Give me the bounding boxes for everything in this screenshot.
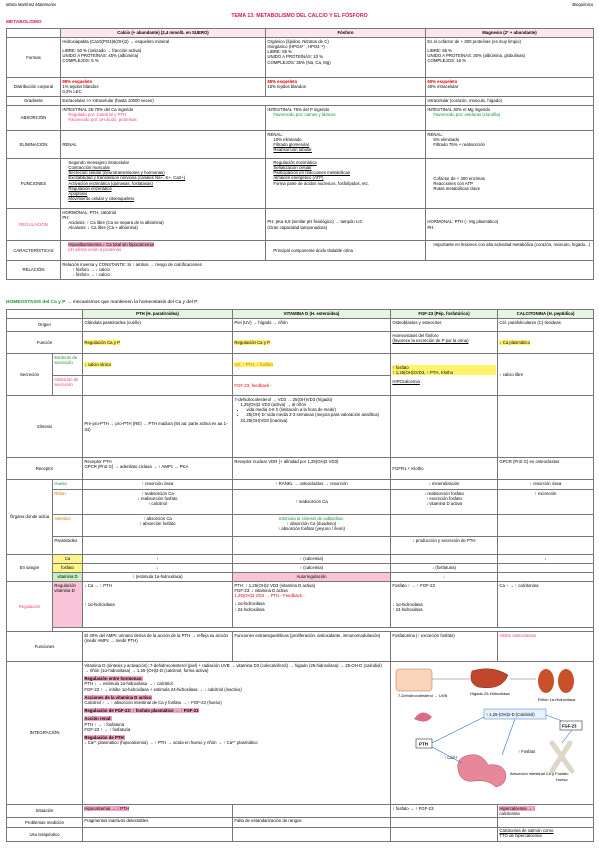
text: FGF-23, feedback - xyxy=(234,382,272,388)
vd-hueso: ↑ RANKL → osteoclastos → resorción xyxy=(233,480,391,490)
mg-reg xyxy=(426,209,594,241)
text-line: 0,2% LEC xyxy=(62,89,82,95)
text-line: UNIDO A PROTEÍNAS: 30% (albúmina, globulinas) xyxy=(427,53,526,59)
text-line: ↓ reabsorción fosfato xyxy=(137,495,178,501)
vd-sangre-ca: ↑ (calcemia) xyxy=(233,555,391,564)
calcium-regulation-diagram xyxy=(392,663,590,803)
vd-sintesis xyxy=(233,396,391,458)
row-origen: Origen xyxy=(7,319,83,332)
ca-elim: RENAL xyxy=(61,131,266,159)
row-situacion: Situación xyxy=(7,805,83,818)
text-line: Inorgánico (HPO4²⁻, HPO4⁻²) xyxy=(267,43,325,49)
ct-rinon: ↑ excreción xyxy=(498,490,594,515)
sangre-fosfato-label: fosfato xyxy=(53,564,83,573)
p-func xyxy=(266,159,426,209)
row-eliminacion: ELIMINACIÓN xyxy=(7,131,61,159)
intestino-label: Intestino xyxy=(53,515,83,537)
ct-origen: Cél. parafoliculares (C) tiroideas xyxy=(498,319,594,332)
text-line: FGF-23 ↑ → ↑ fosfaturia xyxy=(84,726,131,732)
bullet: • Cofactor de + 300 enzimas xyxy=(433,176,591,181)
ca-reg xyxy=(61,209,266,241)
p-reg xyxy=(266,209,426,241)
bullet: • Favorecido por: verduras (clorofila) xyxy=(433,112,591,117)
fgf-sangre-vd: ↓ xyxy=(391,573,498,582)
row-regulacion: REGULACIÓN xyxy=(7,209,61,241)
text-line: TTO de hipercalcemia xyxy=(499,833,542,839)
row-gradiente: Gradiente xyxy=(7,97,61,106)
mg-gradiente: Intracelular (corazón, músculo, hígado) xyxy=(426,97,594,106)
bullet: • Activación enzimática (quinasas, fosfatasas) xyxy=(68,181,263,186)
fgf-sintesis xyxy=(391,396,498,458)
pth-sangre-vd: ↑ (estimula 1α-hidroxilasa) xyxy=(83,573,233,582)
pth-inhibicion xyxy=(83,376,233,396)
bullet: • Movimiento celular y citoesqueleto xyxy=(68,196,263,201)
fgf-hueso: ↓ mineralización xyxy=(391,480,498,490)
text-line: Fosfato ↑ → ↑ FGF-23 xyxy=(392,582,435,588)
bullet: • 24,25(OH)VD3 (inactiva) xyxy=(240,418,388,423)
text-line: FGF-23 ↑ → inhibe 1α-hidroxilasa + estimula 24-hidroxilasa → ↓ calcitriol (inactivo) xyxy=(84,686,242,692)
pth-estimulo xyxy=(83,354,233,376)
highlighted-text: Regulación Ca y P xyxy=(84,339,120,345)
highlighted-text: ↓ calcio iónico xyxy=(84,361,112,367)
bullet: • Regulado por: Calcitriol y PTH xyxy=(68,112,263,117)
sangre-vitd-label: vitamina D xyxy=(53,573,83,582)
integracion-diagram xyxy=(391,662,594,805)
pth-sintesis: Pre-pro-PTH → pro-PTH (RE) → PTH madura (84 aa: parte activa es aa 1-34) xyxy=(83,396,233,458)
mg-dist xyxy=(426,78,594,97)
text-line: PH: pKa 6,8 (similar pH fisiológico) → tampón LIC xyxy=(267,219,363,225)
text-line: 85% esqueleto xyxy=(267,78,298,84)
text-line: PH: xyxy=(427,224,435,230)
row-sangre: En sangre xyxy=(7,555,53,582)
text-line: ↓ Ca²⁺ plasmático (hipocalcemia) → ↑ PTH → actúa en hueso y riñón → ↑ Ca²⁺ plasmático xyxy=(84,740,258,746)
ct-estimulo: ↑ calcio libre xyxy=(498,354,594,396)
text-line: LIBRE: 65 % xyxy=(427,47,452,53)
phosphate-label: ↑ Fosfato xyxy=(518,749,536,754)
pth-sangre-p: ↓ xyxy=(83,564,233,573)
text-line: UNIDO A PROTEÍNAS: 45% (albúmina) xyxy=(62,53,139,59)
bullet: • Almacén energético (ATP) xyxy=(273,175,423,180)
bullet: • Rutas metabólicas clave xyxy=(433,186,591,191)
bullet: • Apoptosis xyxy=(68,191,263,196)
ct-sangre-ca: ↓ xyxy=(498,555,594,564)
pth-uso xyxy=(83,827,233,841)
ct-receptor: GPCR (Prot G) en osteoclastos xyxy=(498,458,594,480)
inhibicion-label: Inhibición de secreción xyxy=(53,376,83,396)
bone-icon xyxy=(552,743,572,771)
skin-shape xyxy=(396,669,432,691)
section-title-metabolismo: METABOLISMO xyxy=(6,20,42,25)
row-funciones: FUNCIONES xyxy=(7,159,61,209)
relacion-text xyxy=(61,261,594,280)
regulacion-vitd-label: Regulación vitamina D xyxy=(53,582,83,628)
text-line: LIBRE: 55 % xyxy=(267,49,292,55)
text-line: ↑ 24-hidroxilasa xyxy=(234,606,265,612)
text-line: UNIDO A PROTEÍNAS: 10 % xyxy=(267,54,324,60)
vd-situacion xyxy=(233,805,391,818)
bullet: • Filtrado 75% + reabsorción xyxy=(433,142,591,147)
liver-label: Hígado 25-Hidroxilasa xyxy=(470,691,510,696)
text-line: 60% esqueleto xyxy=(427,78,458,84)
pth-para xyxy=(83,537,233,555)
bullet: • Alcalosis: ↓ Ca libre (Ca + albúmina) xyxy=(68,225,263,230)
ct-problemas xyxy=(498,817,594,827)
text-line: Hidroxiapatita (Ca10(PO4)6(OH)2) → esqueleto mineral xyxy=(62,38,170,44)
text-line: PTH ↑ → ↑ fosfaturia xyxy=(84,721,125,727)
text-line: INTESTINAL 30% el Mg ingerido xyxy=(427,106,491,112)
highlighted-text: Regulación de FGF-23: ↑ fosfato plasmático → ↑ FGF-23 xyxy=(84,708,199,714)
col-magnesio: Magnesio (2º + abundante) xyxy=(426,29,594,38)
highlighted-text: ↓ Ca plasmático xyxy=(499,339,530,345)
fgf-origen: Osteoblastos y osteocitos xyxy=(391,319,498,332)
text-line: calcitonina xyxy=(499,810,520,816)
highlighted-text: Hipercalcemia → ↑ xyxy=(499,805,536,811)
estimulo-label: Estímulo de secreción xyxy=(53,354,83,376)
highlighted-text: Hipocalcemia → ↑ PTH xyxy=(84,805,129,811)
text-line: GPCR (Prot G) → adenilato ciclasa → ↑ AMPc → PKA xyxy=(84,463,189,469)
bullet: • Excitabilidad y transmisión nerviosa (canales Na+, K+, Ca2+) xyxy=(68,175,263,180)
pth-origen: Glándula paratiroidea (cuello) xyxy=(83,319,233,332)
ct-sangre-vd xyxy=(498,573,594,582)
bullet: • Principal componente ácido titulable orina xyxy=(273,248,423,253)
ct-hueso: ↓ resorción ósea xyxy=(498,480,594,490)
text-line: ↑ 24-hidroxilasa xyxy=(392,607,423,613)
mg-func xyxy=(426,159,594,209)
text-line: → riñón (1α-hidroxilasa) → 1,25-(OH)2-D (calcitriol, forma activa) xyxy=(84,667,209,673)
bullet: • vida media 4-6 h (limitación a la hora de medir) xyxy=(246,407,388,412)
thyroid-icon xyxy=(414,712,432,721)
fgf-secrecion xyxy=(391,354,498,396)
text-line: 40% intracelular xyxy=(427,83,459,89)
vd-inhibicion xyxy=(233,376,391,396)
fgf-int xyxy=(391,515,498,537)
text-line: Receptor PTH xyxy=(84,458,112,464)
vd-funciones: Funciones extraesqueléticas (proliferación, antioxidante, inmunomodulación) xyxy=(233,632,391,662)
vd-regulacion xyxy=(233,582,391,628)
p-abs xyxy=(266,106,426,131)
text-line: ↑ fósforo → ↓ calcio xyxy=(72,266,110,272)
highlighted-text: UV, ↑ PTH, ↓ fosfato xyxy=(234,361,273,367)
pth-situacion xyxy=(83,805,233,818)
text-line: (Gran capacidad tamponadora) xyxy=(267,224,328,230)
text-line: HIPOcalcemia xyxy=(392,379,420,385)
text-line: ↓ vitamina D activa xyxy=(425,501,463,507)
pth-receptor xyxy=(83,458,233,480)
bullet: • Favorecido por: carnes y lácteos xyxy=(273,112,423,117)
pth-regulacion xyxy=(83,582,233,628)
col-calcitonina: CALCITONINA (H. peptídica) xyxy=(498,310,594,319)
ca-func xyxy=(61,159,266,209)
row-organo: Órgano donde actúa xyxy=(7,480,53,555)
text-line: RENAL: xyxy=(427,131,443,137)
text-line: ↓ fósforo → ↑ calcio xyxy=(72,272,110,278)
text: Inhibe osteoclastos xyxy=(499,632,537,638)
text-line: ↓ Ca → ↑ PTH xyxy=(84,582,112,588)
pth-funcion xyxy=(83,332,233,354)
col-calcio: Calcio (+ abundante) (2,4 mmol/L en SUERO) xyxy=(61,29,266,38)
text-line: ↑ absorción fosfato (yeyuno / íleon) xyxy=(278,526,345,532)
row-receptor: Receptor xyxy=(7,458,83,480)
text-line: ↑ absorción Ca xyxy=(143,515,172,521)
text-line: 7-dehidrocolesterol → VD3 → 25(OH)VD3 (hígado) xyxy=(234,396,333,402)
ca-car xyxy=(61,241,266,261)
page-title: TEMA 13: METABOLISMO DEL CALCIO Y EL FÓSFORO xyxy=(231,13,368,19)
bullet: • Favorecido por: pH ácido, proteínas xyxy=(68,117,263,122)
vd-receptor: Receptor nuclear VDR (+ afinidad por 1,25(OH)2 VD3) xyxy=(233,458,391,480)
highlighted-text: Hipoalbuminemia ↓ Ca total sin hipocalcemia xyxy=(68,241,154,247)
vd-origen: Piel (UV) → hígado → riñón xyxy=(233,319,391,332)
col-fgf23: FGF-23 (Pép. fosfatúrico) xyxy=(391,310,498,319)
fgf-label: FGF-23 xyxy=(562,723,577,729)
text-line: RENAL: xyxy=(267,131,283,137)
pth-label: PTH xyxy=(419,741,428,747)
ct-funciones xyxy=(498,632,594,662)
bullet: • 1,25(OH)2 VD3 (activa) → al riñón xyxy=(240,402,388,407)
text-line: Calcitonina de salmón como xyxy=(499,828,554,834)
kidney-icon-right xyxy=(558,669,574,693)
text-line: COMPLEJOS: 15 % xyxy=(427,58,467,64)
ct-funcion xyxy=(498,332,594,354)
bullet: • Forma parte de ácidos nucleicos, fosfolípidos, etc. xyxy=(273,181,423,186)
vd-problemas: Falta de estandarización de rangos xyxy=(233,817,391,827)
text-line: ↑ absorción Ca (duodeno) xyxy=(286,520,337,526)
corner-cell xyxy=(7,29,61,38)
text-line: (favorece la excreción de P por la orina) xyxy=(392,337,469,343)
author: Marta Martínez Matamoros xyxy=(6,2,57,7)
text-line: Estimula la síntesis de calbindina: xyxy=(279,515,344,521)
highlighted-text: Acciones de la vitamina D activa: xyxy=(84,694,153,700)
fgf-receptor: FGFR1 + Klotho xyxy=(391,458,498,480)
text-line: Homeostasis del fósforo xyxy=(392,332,439,338)
row-caracteristicas: CARACTERÍSTICAS xyxy=(7,241,61,261)
fgf-funcion xyxy=(391,332,498,354)
highlighted-text: Regulación entre hormonas: xyxy=(84,676,143,682)
skin-label: 7-Dehidrocolesterol → UVB xyxy=(398,693,448,698)
ca-formas xyxy=(61,38,266,78)
fgf-situacion: ↑ fosfato → ↑ FGF-23 xyxy=(391,805,498,818)
text-line: HORMONAL: PTH, calcitriol xyxy=(62,209,117,215)
vd-uso xyxy=(233,827,391,841)
corner-cell xyxy=(7,310,83,319)
text-line: PH: xyxy=(62,214,70,220)
text-line: INTESTINAL 75% del P ingerido xyxy=(267,106,330,112)
ct-sintesis xyxy=(498,396,594,458)
text-line: ↑ reabsorción Ca xyxy=(141,490,174,496)
text-line: COMPLEJOS: 5 % xyxy=(62,58,99,64)
row-absorcion: ABSORCIÓN xyxy=(7,106,61,131)
row-funcion: Función xyxy=(7,332,83,354)
text-line: Es el cofactor de + 300 proteínas (es muy limpio) xyxy=(427,38,521,44)
text-line: 1% tejidos blandos xyxy=(62,83,99,89)
text-line: 99% esqueleto xyxy=(62,78,93,84)
ct-int xyxy=(498,515,594,537)
text-line: Orgánico (lípidos, Nitratos de C) xyxy=(267,38,329,44)
calcitriol-label: ↑ 1,25-(OH)2-D (Calcitriol) xyxy=(486,712,535,717)
pth-funciones: El 40% del AMPc urinario deriva de la acción de la PTH → refleja su acción (medir AMPc → medir PTH) xyxy=(83,632,233,662)
bullet: • Importante en lesiones con alta actividad metabólica (corazón, músculo, hígado...) xyxy=(433,242,591,247)
homeostasis-text: → mecanismos que mantienen la homeostasis del Ca y del P: xyxy=(65,300,199,305)
paratiroides-label: Paratiroides xyxy=(53,537,83,555)
fgf-para: ↓ producción y secreción de PTH xyxy=(391,537,498,555)
vd-int xyxy=(233,515,391,537)
text-line: ↑ calcitriol xyxy=(148,501,167,507)
row-regulacion-t2: Regulación xyxy=(7,582,53,632)
col-vitd: VITAMINA D (H. esteroidea) xyxy=(233,310,391,319)
bullet: • Acidosis: ↑ Ca libre (Ca se separa de la albúmina) xyxy=(68,220,263,225)
sangre-ca-label: Ca xyxy=(53,555,83,564)
bullet: • pH afecta unión a proteínas xyxy=(68,247,263,252)
ct-para xyxy=(498,537,594,555)
row-integracion: INTEGRACIÓN xyxy=(7,662,83,805)
row-funciones-t2: Funciones xyxy=(7,632,83,662)
homeostasis-prefix: HOMEOSTASIS del Ca y P xyxy=(6,300,66,305)
text-line: HORMONAL: PTH (↑ Mg plasmático) xyxy=(427,219,499,225)
pth-sangre-ca: ↑ xyxy=(83,555,233,564)
ca-label: ↑ Ca2+ xyxy=(444,755,458,760)
row-uso: Uso terapéutico xyxy=(7,827,83,841)
pth-problemas: Fragmentos inactivos detectables xyxy=(83,817,233,827)
p-car xyxy=(266,241,426,261)
text-line: ↑ absorción fosfato xyxy=(139,520,176,526)
p-elim xyxy=(266,131,426,159)
bullet: • Reacciones con ATP xyxy=(433,181,591,186)
bullet: • 25(OH) D: vida media 2-3 semanas (mejora para valoración analítica) xyxy=(246,412,388,417)
text-line: ↑ fosfato xyxy=(392,365,495,370)
vd-sangre-vd: Autorregulación xyxy=(233,573,391,582)
intestine-icon xyxy=(458,755,506,787)
bullet: • Reabsorción tubular xyxy=(273,147,423,152)
text-line: ↓ 1α-hidroxilasa xyxy=(392,601,423,607)
pth-int xyxy=(83,515,233,537)
col-fosforo: Fósforo xyxy=(266,29,426,38)
text-line: COMPLEJOS: 35% (Na, Ca, Mg) xyxy=(267,59,331,65)
rinon-label: Riñón xyxy=(53,490,83,515)
text-line: LIBRE: 50 % (ionizado → fracción activa) xyxy=(62,47,142,53)
text-line: Vitamina D (síntesis y activación): 7-dehidrocolesterol (piel) + radiación UVB → vitamina D3 (colecalciferol) → hígado (25-hidroxilasa) → 25-OH-D (calcidiol) xyxy=(84,662,382,668)
metabolism-table xyxy=(6,28,594,280)
row-secrecion: Secreción xyxy=(7,354,53,396)
bullet: • Filtrado glomerular xyxy=(273,142,423,147)
ct-situacion xyxy=(498,805,594,818)
subject: Bioquímica xyxy=(572,2,593,7)
fgf-funciones: Fosfatonina (↑ excreción fosfato) xyxy=(391,632,498,662)
row-formas: Formas xyxy=(7,38,61,78)
bullet: • 5% eliminado xyxy=(433,137,591,142)
fgf-sangre-p: ↓ (fosfaturia) xyxy=(391,564,498,573)
kidney-icon-left xyxy=(538,669,554,693)
mg-elim xyxy=(426,131,594,159)
text-line: INTESTINAL 25-70% del Ca ingerido xyxy=(62,106,134,112)
text-line: ↓ 1α-hidroxilasa xyxy=(234,601,265,607)
ct-sangre-p xyxy=(498,564,594,573)
text-line: PTH ↑ → estimula 1α-hidroxilasa → ↑ calcitriol xyxy=(84,681,173,687)
text-line: ↓ reabsorción fosfato xyxy=(424,490,464,496)
ct-regulacion: Ca ↑ → ↑ calcitonina xyxy=(498,582,594,628)
vd-sangre-p: ↑ (calcemia) xyxy=(233,564,391,573)
ca-abs xyxy=(61,106,266,131)
row-sintesis: Síntesis xyxy=(7,396,83,458)
vd-estimulo xyxy=(233,354,391,376)
text-line: ↑ 1,25(OH)2VD3, ↑ PTH, Klotho xyxy=(392,370,495,375)
row-distribucion: Distribución corporal xyxy=(7,78,61,97)
fgf-problemas xyxy=(391,817,498,827)
mg-abs xyxy=(426,106,594,131)
vd-rinon: ↑ reabsorción Ca xyxy=(233,490,391,515)
text-line: Calcitriol ↑ → ↑ absorción intestinal de Ca y fosfato → ↑ FGF-23 (hueso) xyxy=(84,700,222,705)
text-line: 15% tejidos blandos xyxy=(267,83,306,89)
bullet: • 10% eliminado xyxy=(273,137,423,142)
highlighted-text: Regulación Ca y P xyxy=(234,339,270,345)
pth-hueso: ↑ resorción ósea xyxy=(83,480,233,490)
vd-para xyxy=(233,537,391,555)
bullet: • Regulación enzimática xyxy=(68,186,263,191)
fgf-sangre-ca xyxy=(391,555,498,564)
mg-formas xyxy=(426,38,594,78)
text-line: ↑ 1α-hidroxilasa xyxy=(84,601,115,607)
mg-car xyxy=(426,241,594,261)
bullet: • Participación en reacciones metabólicas xyxy=(273,170,423,175)
page-header xyxy=(6,2,593,9)
text-line: ↑ excreción fosfato xyxy=(426,495,462,501)
ca-gradiente: Extracelular >> intracelular (hasta 10000 veces) xyxy=(61,97,426,106)
bullet: • Señalización celular xyxy=(273,165,423,170)
col-pth: PTH (H. paratiroidea) xyxy=(83,310,233,319)
vd-funcion xyxy=(233,332,391,354)
fgf-regulacion xyxy=(391,582,498,628)
integracion-text xyxy=(83,662,391,805)
text-line: FGF-23: ↓ vitamina D activa xyxy=(234,587,288,593)
p-formas xyxy=(266,38,426,78)
text-line: Relación inversa y CONSTANTE: Si ↑ ambos → riesgo de calcificaciones xyxy=(62,261,202,267)
fgf-rinon xyxy=(391,490,498,515)
row-relacion: RELACIÓN xyxy=(7,261,61,280)
text-line: 1,25(OH)2 VD3 → PTH - Feedback - xyxy=(234,593,305,599)
pth-rinon xyxy=(83,490,233,515)
bone-label: Hueso xyxy=(556,777,568,782)
liver-icon xyxy=(471,669,508,688)
homeostasis-table xyxy=(6,309,594,842)
bullet: • Segundo mensajero intracelular xyxy=(68,160,263,165)
text-line: PTH: ↑ 1,25(OH)2 VD3 (vitamina D activa) xyxy=(234,582,316,588)
highlighted-text: Regulación de PTH: xyxy=(84,735,125,741)
hueso-label: Hueso xyxy=(53,480,83,490)
ca-dist xyxy=(61,78,266,97)
ct-uso xyxy=(498,827,594,841)
bullet: • Regulación enzimática xyxy=(273,160,423,165)
p-dist xyxy=(266,78,426,97)
fgf-uso xyxy=(391,827,498,841)
section-title-homeostasis xyxy=(6,300,199,306)
bullet: • Contracción muscular xyxy=(68,165,263,170)
gut-label: Absorción intestinal Ca y Fosfato xyxy=(510,771,569,776)
bullet: • Secreción celular (neurotransmisores y hormonas) xyxy=(68,170,263,175)
row-problemas: Problemas medición xyxy=(7,817,83,827)
highlighted-text: Acción renal: xyxy=(84,716,112,722)
kidney-label: Riñón 1α-Hidroxilasa xyxy=(538,697,576,702)
